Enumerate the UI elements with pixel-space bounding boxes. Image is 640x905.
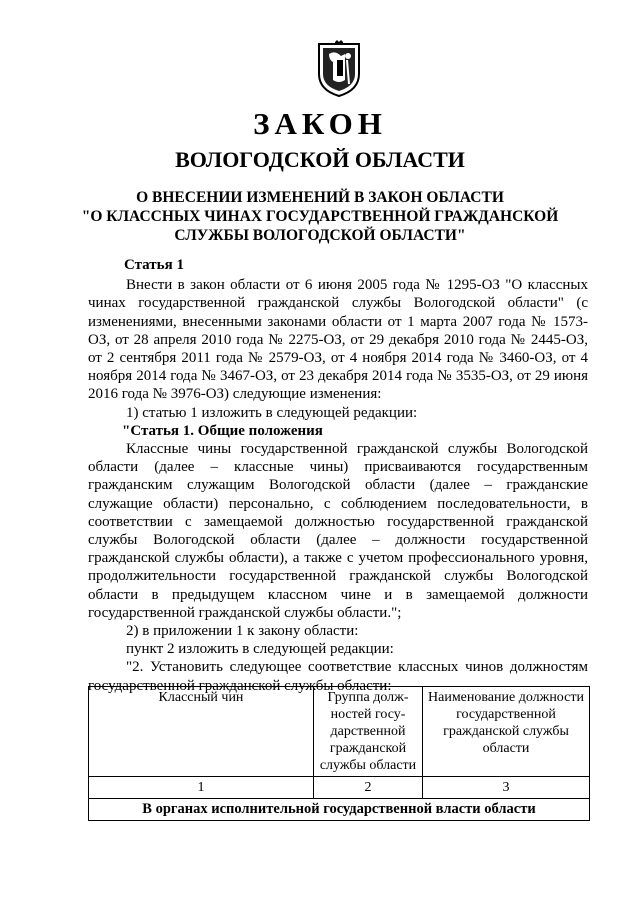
quoted-article-text: Классные чины государственной гражданской службы Вологодской области (далее – классные чины) присваиваются государственным гражданским служащим Вологодской области (далее – гражданские служащие области) персонально, с соблюдением последовательности, в соответствии с замещаемой должностью государственной гражданской службы Вологодской области (далее – должности государственной гражданской службы области), а также с учетом профессионального уровня, продолжительности государственной гражданской службы Вологодской области в предыдущем классном чине и в замещаемой должности государственной гражданской службы области."; [88, 441, 588, 621]
subtitle-line: "О КЛАССНЫХ ЧИНАХ ГОСУДАРСТВЕННОЙ ГРАЖДАНСКОЙ [81, 208, 559, 225]
document-title: ЗАКОН [253, 106, 387, 141]
table-header-cell: Наименование должности государственной гражданской службы области [423, 687, 590, 777]
amendment-item-1: 1) статью 1 изложить в следующей редакции: [126, 404, 418, 421]
table-header-cell: Классный чин [89, 687, 314, 777]
document-subtitle [0, 188, 640, 245]
vologda-coat-of-arms-icon [315, 40, 363, 98]
table-section-title: В органах исполнительной государственной власти области [89, 799, 590, 821]
grade-table [88, 686, 590, 821]
article-intro: Внести в закон области от 6 июня 2005 года № 1295-ОЗ "О классных чинах государственной гражданской службы Вологодской области" (с изменениями, внесенными законами области от 1 марта 2007 года № 1573-ОЗ, от 28 апреля 2010 года № 2275-ОЗ, от 29 декабря 2010 года № 2445-ОЗ, от 2 сентября 2011 года № 2579-ОЗ, от 4 ноября 2014 года № 3460-ОЗ, от 4 ноября 2014 года № 3467-ОЗ, от 23 декабря 2014 года № 3535-ОЗ, от 29 июня 2016 года № 3976-ОЗ) следующие изменения: [88, 277, 588, 403]
amendment-item-2-sub: пункт 2 изложить в следующей редакции: [126, 641, 394, 658]
subtitle-line: О ВНЕСЕНИИ ИЗМЕНЕНИЙ В ЗАКОН ОБЛАСТИ [136, 189, 504, 206]
table-cell: 2 [314, 777, 423, 799]
document-region: ВОЛОГОДСКОЙ ОБЛАСТИ [175, 147, 465, 172]
quoted-article-heading: "Статья 1. Общие положения [122, 422, 323, 439]
subtitle-line: СЛУЖБЫ ВОЛОГОДСКОЙ ОБЛАСТИ" [174, 227, 466, 244]
table-header-cell: Группа долж-ностей госу-дарственной гражданской службы области [314, 687, 423, 777]
article-heading: Статья 1 [124, 257, 184, 273]
table-number-row [89, 777, 590, 799]
document-body [88, 256, 588, 695]
table-cell: 3 [423, 777, 590, 799]
amendment-item-2: 2) в приложении 1 к закону области: [126, 623, 359, 640]
table-cell: 1 [89, 777, 314, 799]
table-header-row [89, 687, 590, 777]
amendment-item-2-text: "2. Установить следующее соответствие классных чинов должностям государственной гражданской службы области: [88, 659, 588, 694]
table-section-row [89, 799, 590, 821]
